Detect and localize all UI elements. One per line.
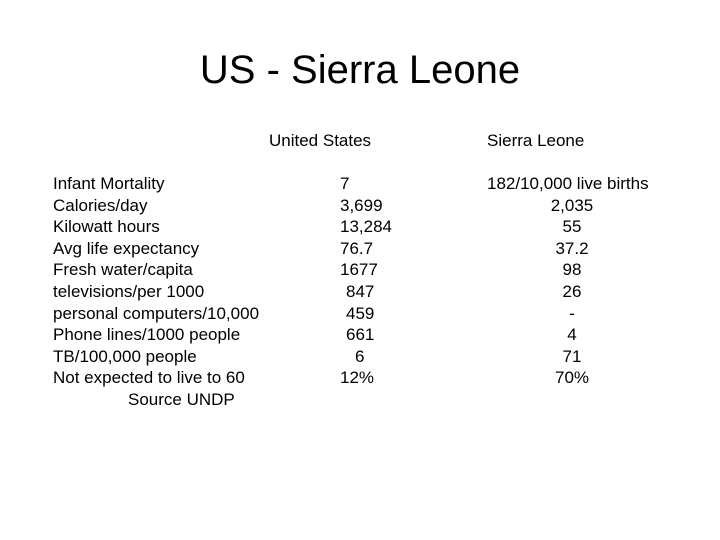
us-value: 661 [346,325,375,345]
row-label: Fresh water/capita [53,260,193,280]
us-value: 459 [346,303,375,323]
sl-value: 37.2 [555,238,589,258]
us-value: 7 [340,174,350,193]
united-states-values [340,173,392,389]
us-value: 6 [355,346,365,366]
sl-value: 2,035 [550,195,594,215]
source-note: Source UNDP [128,389,235,409]
row-label: TB/100,000 people [53,346,197,366]
sl-value: 55 [562,217,582,237]
sl-value: 4 [567,325,577,345]
row-label: televisions/per 1000 [53,281,205,301]
row-label: Avg life expectancy [53,238,200,258]
sl-value: 71 [562,346,582,366]
column-header-sierra-leone: Sierra Leone [487,131,585,150]
us-value: 12% [340,368,375,388]
column-header-united-states: United States [269,131,372,150]
us-value: 1677 [340,260,378,280]
row-labels [53,173,259,411]
sl-value: 98 [562,260,582,280]
sl-value: 70% [554,368,590,388]
sierra-leone-values [487,173,657,389]
row-label: personal computers/10,000 [53,303,260,323]
row-label: Not expected to live to 60 [53,368,245,388]
row-label: Infant Mortality [53,174,165,193]
row-label: Kilowatt hours [53,217,160,237]
sl-value: 182/10,000 live births [487,174,649,193]
us-value: 13,284 [340,217,392,237]
row-label: Phone lines/1000 people [53,325,241,345]
us-value: 847 [346,281,375,301]
us-value: 3,699 [340,195,383,215]
sl-value: 26 [562,281,582,301]
slide-title: US - Sierra Leone [199,48,521,92]
us-value: 76.7 [340,238,374,258]
sl-value: - [569,303,575,323]
row-label: Calories/day [53,195,148,215]
